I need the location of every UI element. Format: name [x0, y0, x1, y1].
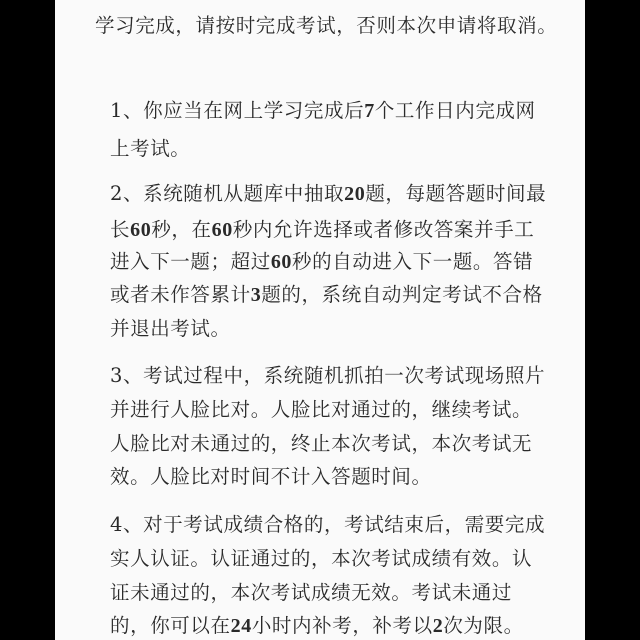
bold-number: 7 [364, 100, 375, 122]
item-3-line-1 [110, 364, 545, 388]
item-2-line-3 [110, 250, 533, 274]
item-3-line-4 [110, 465, 432, 489]
document-page [55, 0, 585, 640]
text-segment: 3、考试过程中，系统随机抓拍一次考试现场照片 [110, 364, 546, 387]
text-segment: 或者未作答累计 [110, 283, 251, 306]
item-1-line-2 [110, 137, 190, 161]
text-segment: 效。人脸比对时间不计入答题时间。 [110, 465, 432, 488]
text-segment: 人脸比对未通过的，终止本次考试，本次考试无 [110, 432, 533, 455]
text-segment: 4、对于考试成绩合格的，考试结束后，需要完成 [110, 513, 546, 536]
bold-number: 60 [211, 219, 233, 241]
text-segment: 的，你可以在 [110, 614, 231, 637]
item-4-line-1 [110, 513, 545, 537]
item-1-line-1 [110, 99, 536, 123]
text-segment: 进入下一题；超过 [110, 250, 271, 273]
bold-number: 2 [432, 615, 444, 637]
text-segment: 证未通过的，本次考试成绩无效。考试未通过 [110, 581, 513, 604]
bold-number: 24 [230, 615, 252, 637]
bold-number: 60 [130, 219, 152, 241]
item-2-line-2 [110, 218, 534, 242]
text-segment: 题，每题答题时间最 [365, 182, 547, 205]
item-2-line-4 [110, 283, 543, 307]
item-4-line-2 [110, 547, 532, 571]
text-segment: 2、系统随机从题库中抽取 [110, 182, 345, 205]
text-segment: 题的，系统自动判定考试不合格 [261, 283, 543, 306]
bold-number: 20 [344, 183, 366, 205]
text-segment: 实人认证。认证通过的，本次考试成绩有效。认 [110, 547, 533, 570]
item-2-line-1 [110, 182, 546, 206]
text-segment: 次为限。 [443, 614, 524, 637]
item-4-line-4 [110, 614, 524, 638]
text-segment: 上考试。 [110, 137, 191, 160]
text-segment: 长 [110, 218, 131, 241]
item-3-line-2 [110, 398, 532, 422]
text-segment: 并退出考试。 [110, 317, 231, 340]
bold-number: 60 [270, 251, 293, 273]
item-2-line-5 [110, 317, 231, 341]
text-segment: 小时内补考，补考以 [251, 614, 433, 637]
bold-number: 3 [250, 284, 262, 306]
item-3-line-3 [110, 432, 532, 456]
item-4-line-3 [110, 581, 512, 605]
text-segment: 个工作日内完成网 [374, 99, 536, 122]
text-segment: 1、你应当在网上学习完成后 [110, 99, 365, 122]
text-segment: 秒的自动进入下一题。答错 [292, 250, 534, 273]
text-segment: 秒内允许选择或者修改答案并手工 [232, 218, 535, 241]
text-segment: 秒，在 [151, 218, 212, 241]
text-segment: 并进行人脸比对。人脸比对通过的，继续考试。 [110, 398, 533, 421]
intro-text: 学习完成，请按时完成考试，否则本次申请将取消。 [95, 14, 558, 37]
